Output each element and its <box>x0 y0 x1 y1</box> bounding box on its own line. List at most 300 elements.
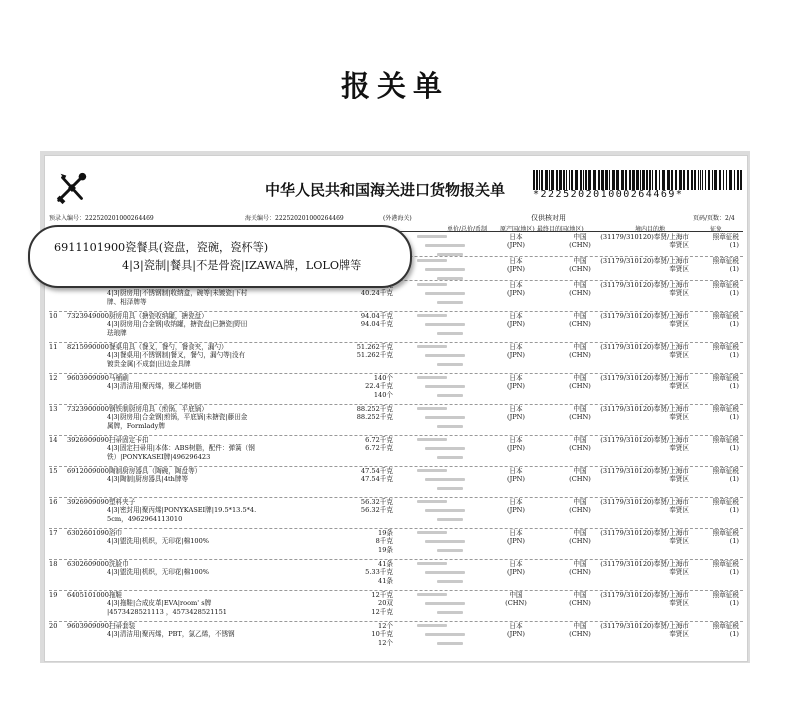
row-destination-line: 中国 <box>573 560 587 568</box>
row-duty <box>687 436 739 453</box>
row-duty <box>687 591 739 608</box>
row-origin <box>503 560 529 577</box>
redacted-price <box>425 447 465 450</box>
redacted-price <box>425 292 465 295</box>
barcode-bar <box>569 170 570 190</box>
barcode-bar <box>566 170 567 190</box>
row-origin-line: (JPN) <box>507 506 525 515</box>
barcode-bar <box>601 170 604 190</box>
row-duty <box>687 281 739 298</box>
row-seq: 10 <box>49 312 58 320</box>
row-destination-line: (CHN) <box>569 241 591 250</box>
row-duty-line: 照章征税 <box>712 560 739 568</box>
redacted-price <box>437 301 463 304</box>
barcode-bar <box>598 170 600 190</box>
row-duty-line: 照章征税 <box>712 591 739 599</box>
redacted-price <box>417 407 447 410</box>
copy-type: 仅供核对用 <box>531 214 566 222</box>
barcode-bar <box>588 170 591 190</box>
barcode-bar <box>679 170 682 190</box>
redacted-price <box>417 376 447 379</box>
barcode-bar <box>734 170 735 190</box>
description-line: 3926909090塑料夹子 <box>67 498 136 506</box>
row-origin <box>503 498 529 515</box>
row-domestic-place-line: 奉贤区 <box>669 506 689 515</box>
row-duty <box>687 405 739 422</box>
row-seq: 14 <box>49 436 58 444</box>
row-origin-line: (JPN) <box>507 289 525 298</box>
row-destination-line: 中国 <box>573 281 587 289</box>
page-title: 报关单 <box>340 69 449 103</box>
row-destination <box>567 591 593 608</box>
redacted-price <box>417 314 447 317</box>
row-destination <box>567 343 593 360</box>
row-seq: 11 <box>49 343 58 351</box>
row-domestic-place-line: (31179/310120)奉贤/上海市 <box>600 374 689 382</box>
row-origin-line: 日本 <box>509 529 523 537</box>
row-domestic-place-line: (31179/310120)奉贤/上海市 <box>600 343 689 351</box>
row-duty-line: 照章征税 <box>712 467 739 475</box>
row-description <box>67 622 235 639</box>
redacted-price <box>417 469 447 472</box>
description-line: 4|3|清洁用|聚丙烯，PBT，氯乙烯，不锈钢 <box>107 630 235 639</box>
row-duty-line: (1) <box>729 506 739 515</box>
row-destination-line: 中国 <box>573 467 587 475</box>
description-line: 4|3|密封用|聚丙烯|PONYKASEI牌|19.5*13.5*4. <box>107 506 257 515</box>
row-domestic-place-line: (31179/310120)奉贤/上海市 <box>600 498 689 506</box>
row-quantity-line: 12个 <box>378 622 393 630</box>
row-domestic-place <box>597 498 689 515</box>
row-origin <box>503 529 529 546</box>
barcode-bar <box>698 170 699 190</box>
description-line: 牌、相泽牌等 <box>107 297 147 306</box>
row-origin-line: 日本 <box>509 622 523 630</box>
row-domestic-place-line: 奉贤区 <box>669 599 689 608</box>
row-destination-line: (CHN) <box>569 320 591 329</box>
row-origin <box>503 343 529 360</box>
row-duty <box>687 498 739 515</box>
row-quantity-line: 56.32千克 <box>360 506 393 515</box>
barcode-bar <box>662 170 665 190</box>
row-domestic-place-line: (31179/310120)奉贤/上海市 <box>600 405 689 413</box>
row-domestic-place <box>597 560 689 577</box>
row-quantity-line: 12千克 <box>371 591 393 599</box>
table-row <box>45 435 747 466</box>
barcode-bar <box>629 170 631 190</box>
row-domestic-place <box>597 343 689 360</box>
row-destination <box>567 436 593 453</box>
row-duty-line: 照章征税 <box>712 343 739 351</box>
row-domestic-place-line: 奉贤区 <box>669 444 689 453</box>
row-domestic-place <box>597 529 689 546</box>
row-quantity-line: 47.54千克 <box>360 475 393 484</box>
row-domestic-place-line: (31179/310120)奉贤/上海市 <box>600 591 689 599</box>
row-seq: 20 <box>49 622 58 630</box>
row-origin <box>503 233 529 250</box>
row-origin-line: (JPN) <box>507 444 525 453</box>
barcode-bar <box>621 170 624 190</box>
barcode-bar <box>605 170 608 190</box>
row-domestic-place-line: 奉贤区 <box>669 320 689 329</box>
table-row <box>45 528 747 559</box>
redacted-price <box>417 500 447 503</box>
table-row <box>45 342 747 373</box>
row-duty-line: 照章征税 <box>712 405 739 413</box>
barcode-bar <box>723 170 724 190</box>
row-destination-line: (CHN) <box>569 630 591 639</box>
redacted-price <box>437 332 463 335</box>
row-quantity <box>313 374 393 399</box>
row-origin <box>503 312 529 329</box>
row-origin-line: 日本 <box>509 281 523 289</box>
row-origin-line: (JPN) <box>507 630 525 639</box>
row-domestic-place <box>597 622 689 639</box>
redacted-price <box>425 323 465 326</box>
barcode-bar <box>551 170 554 190</box>
row-destination <box>567 560 593 577</box>
highlight-line-2: 4|3|瓷制|餐具|不是骨瓷|IZAWA牌，LOLO牌等 <box>122 259 362 272</box>
row-domestic-place-line: 奉贤区 <box>669 241 689 250</box>
description-line: 6405101000拖鞋 <box>67 591 123 599</box>
description-line: 4|3|厨房用|不锈钢制|收纳盒，碗等|未镀瓷|下村 <box>107 289 248 298</box>
barcode-bar <box>687 170 689 190</box>
row-quantity-line: 94.04千克 <box>360 320 393 329</box>
redacted-price <box>417 562 447 565</box>
row-destination-line: (CHN) <box>569 413 591 422</box>
row-duty <box>687 622 739 639</box>
redacted-price <box>425 478 465 481</box>
row-origin-line: (JPN) <box>507 265 525 274</box>
row-quantity-line: 51.262千克 <box>356 351 393 360</box>
redacted-price <box>425 385 465 388</box>
row-origin <box>503 405 529 422</box>
redacted-price <box>425 416 465 419</box>
barcode-bar <box>726 170 727 190</box>
row-destination <box>567 622 593 639</box>
port-name: (外港海关) <box>383 215 412 222</box>
row-seq: 13 <box>49 405 58 413</box>
barcode-bar <box>646 170 648 190</box>
description-line: 铁）|PONYKASEI牌|496296423 <box>107 452 211 461</box>
barcode-bar <box>719 170 721 190</box>
barcode-bar <box>593 170 596 190</box>
description-line: 4|3|盥洗用|机织，无印花|棉100% <box>107 537 210 546</box>
row-quantity <box>313 622 393 647</box>
row-quantity-line: 22.4千克 <box>365 382 393 391</box>
row-origin <box>503 467 529 484</box>
row-origin-line: 日本 <box>509 374 523 382</box>
row-origin-line: (JPN) <box>507 537 525 546</box>
row-origin-line: (JPN) <box>507 475 525 484</box>
row-domestic-place <box>597 281 689 298</box>
barcode-bar <box>556 170 558 190</box>
row-duty-line: 照章征税 <box>712 257 739 265</box>
row-domestic-place <box>597 405 689 422</box>
row-quantity <box>313 436 393 453</box>
description-line: 6302601090浴巾 <box>67 529 123 537</box>
barcode-bar <box>675 170 677 190</box>
redacted-price <box>417 438 447 441</box>
row-quantity-line: 94.04千克 <box>360 312 393 320</box>
row-destination-line: 中国 <box>573 312 587 320</box>
row-domestic-place-line: 奉贤区 <box>669 289 689 298</box>
row-destination <box>567 498 593 515</box>
header-domestic-place: 境内目的地 <box>635 226 666 233</box>
barcode-bar <box>652 170 653 190</box>
row-duty <box>687 529 739 546</box>
row-destination-line: 中国 <box>573 343 587 351</box>
row-destination <box>567 233 593 250</box>
barcode-bar <box>612 170 615 190</box>
row-domestic-place <box>597 257 689 274</box>
row-destination-line: (CHN) <box>569 568 591 577</box>
row-duty-line: (1) <box>729 289 739 298</box>
row-duty <box>687 560 739 577</box>
row-description <box>67 374 201 391</box>
row-quantity-line: 51.262千克 <box>356 343 393 351</box>
row-duty-line: (1) <box>729 382 739 391</box>
row-quantity-line: 19条 <box>378 545 393 554</box>
row-seq: 16 <box>49 498 58 506</box>
row-domestic-place-line: (31179/310120)奉贤/上海市 <box>600 529 689 537</box>
row-domestic-place-line: (31179/310120)奉贤/上海市 <box>600 467 689 475</box>
header-origin: 原产国(地区) <box>500 226 535 233</box>
redacted-price <box>437 611 463 614</box>
row-quantity-line: 8千克 <box>375 537 393 546</box>
row-destination-line: 中国 <box>573 498 587 506</box>
row-seq: 19 <box>49 591 58 599</box>
row-duty-line: (1) <box>729 265 739 274</box>
redacted-price <box>437 363 463 366</box>
row-destination-line: (CHN) <box>569 382 591 391</box>
row-duty-line: (1) <box>729 241 739 250</box>
barcode-bar <box>536 170 538 190</box>
row-origin <box>503 281 529 298</box>
redacted-price <box>417 531 447 534</box>
description-line: 4|3|餐桌用|不锈钢制|餐叉，餐勺，漏勺等|没有 <box>107 351 246 360</box>
row-duty-line: 照章征税 <box>712 436 739 444</box>
redacted-price <box>425 571 465 574</box>
table-row <box>45 373 747 404</box>
row-domestic-place <box>597 591 689 608</box>
row-origin-line: 中国 <box>509 591 523 599</box>
row-domestic-place-line: 奉贤区 <box>669 568 689 577</box>
row-description <box>67 405 247 430</box>
row-duty-line: (1) <box>729 413 739 422</box>
row-domestic-place-line: 奉贤区 <box>669 265 689 274</box>
row-quantity-line: 88.252千克 <box>356 405 393 413</box>
row-domestic-place <box>597 312 689 329</box>
barcode-bar <box>714 170 717 190</box>
description-line: 4|3|盥洗用|机织，无印花|棉100% <box>107 568 210 577</box>
row-duty-line: 照章征税 <box>712 529 739 537</box>
pre-entry-number: 预录入编号：222520201000264469 <box>49 215 154 222</box>
customs-number: 海关编号：222520201000264469 <box>245 215 344 222</box>
row-description <box>67 436 255 461</box>
row-origin-line: (JPN) <box>507 568 525 577</box>
row-domestic-place <box>597 233 689 250</box>
redacted-price <box>425 633 465 636</box>
row-quantity-line: 40.24千克 <box>360 289 393 298</box>
barcode-bar <box>545 170 548 190</box>
barcode-bar <box>655 170 657 190</box>
description-line: 属牌，Formlady牌 <box>107 421 165 430</box>
barcode-bar <box>575 170 578 190</box>
row-origin-line: (JPN) <box>507 241 525 250</box>
row-origin <box>503 257 529 274</box>
row-domestic-place-line: (31179/310120)奉贤/上海市 <box>600 436 689 444</box>
redacted-price <box>437 487 463 490</box>
row-description <box>67 467 201 484</box>
table-row <box>45 404 747 435</box>
row-origin <box>503 622 529 639</box>
row-duty <box>687 312 739 329</box>
row-origin <box>503 591 529 608</box>
barcode <box>533 170 743 190</box>
barcode-bar <box>694 170 696 190</box>
row-quantity-line: 41条 <box>378 576 393 585</box>
table-row <box>45 466 747 497</box>
row-destination-line: (CHN) <box>569 444 591 453</box>
row-duty-line: (1) <box>729 475 739 484</box>
row-description <box>67 498 256 523</box>
header-duty: 征免 <box>710 226 723 233</box>
barcode-number: *222520201000264469* <box>533 189 684 200</box>
row-domestic-place-line: (31179/310120)奉贤/上海市 <box>600 622 689 630</box>
table-row <box>45 311 747 342</box>
table-row <box>45 559 747 590</box>
barcode-bar <box>702 170 703 190</box>
description-line: 6912009000陶制厨房器具（陶碗，陶盘等） <box>67 467 202 475</box>
row-domestic-place-line: 奉贤区 <box>669 537 689 546</box>
row-destination <box>567 405 593 422</box>
row-destination-line: (CHN) <box>569 265 591 274</box>
description-line: 5cm，4962964113010 <box>107 514 183 523</box>
redacted-price <box>437 549 463 552</box>
barcode-bar <box>541 170 543 190</box>
row-origin-line: 日本 <box>509 467 523 475</box>
redacted-price <box>437 642 463 645</box>
row-duty <box>687 467 739 484</box>
table-row <box>45 621 747 647</box>
row-description <box>67 529 209 546</box>
row-duty-line: (1) <box>729 537 739 546</box>
barcode-bar <box>683 170 685 190</box>
row-seq: 18 <box>49 560 58 568</box>
description-line: 6302609000洗脸巾 <box>67 560 129 568</box>
redacted-price <box>425 244 465 247</box>
row-origin-line: 日本 <box>509 343 523 351</box>
row-destination-line: (CHN) <box>569 475 591 484</box>
row-duty-line: 照章征税 <box>712 622 739 630</box>
description-line: 4|3|厨房用|合金钢|收纳罐，搪瓷盘|已搪瓷|野田 <box>107 320 248 329</box>
barcode-bar <box>632 170 635 190</box>
row-destination <box>567 374 593 391</box>
description-line: 4|3|陶制|厨房器具|4th牌等 <box>107 475 189 484</box>
header-destination: 最终目的国(地区) <box>537 226 584 233</box>
row-origin-line: (JPN) <box>507 320 525 329</box>
row-duty-line: 照章征税 <box>712 281 739 289</box>
row-duty-line: (1) <box>729 351 739 360</box>
row-description <box>67 343 245 368</box>
row-quantity-line: 6.72千克 <box>365 444 393 453</box>
row-domestic-place-line: (31179/310120)奉贤/上海市 <box>600 560 689 568</box>
row-destination <box>567 312 593 329</box>
barcode-bar <box>671 170 673 190</box>
row-destination-line: (CHN) <box>569 599 591 608</box>
row-duty <box>687 374 739 391</box>
row-domestic-place-line: 奉贤区 <box>669 382 689 391</box>
barcode-bar <box>649 170 651 190</box>
description-line: 3926909090扫帚固定卡扣 <box>67 436 149 444</box>
row-quantity <box>313 467 393 484</box>
barcode-bar <box>642 170 645 190</box>
barcode-bar <box>737 170 739 190</box>
redacted-price <box>425 509 465 512</box>
row-duty-line: 照章征税 <box>712 498 739 506</box>
row-origin-line: (CHN) <box>505 599 527 608</box>
row-origin <box>503 374 529 391</box>
description-line: 4|3|厨房用|合金钢|煎锅，平底锅|未搪瓷|藤田金 <box>107 413 248 422</box>
row-destination-line: 中国 <box>573 622 587 630</box>
redacted-price <box>425 540 465 543</box>
barcode-bar <box>708 170 710 190</box>
row-origin-line: 日本 <box>509 560 523 568</box>
row-quantity-line: 5.33千克 <box>365 568 393 577</box>
row-domestic-place <box>597 467 689 484</box>
document-title: 中华人民共和国海关进口货物报关单 <box>265 181 506 199</box>
row-domestic-place-line: 奉贤区 <box>669 630 689 639</box>
row-duty-line: (1) <box>729 320 739 329</box>
row-duty <box>687 257 739 274</box>
description-line: 7323900000钢铁制厨房用具（煎锅，平底锅） <box>67 405 208 413</box>
row-quantity-line: 10千克 <box>371 630 393 639</box>
row-quantity <box>313 312 393 329</box>
header-unit-price: 单价/总价/币制 <box>447 226 488 233</box>
row-domestic-place <box>597 374 689 391</box>
description-line: 4|3|清洁用|聚丙烯，聚乙烯树脂 <box>107 382 202 391</box>
row-seq: 15 <box>49 467 58 475</box>
row-quantity-line: 140个 <box>373 374 393 382</box>
redacted-price <box>425 354 465 357</box>
row-origin-line: (JPN) <box>507 351 525 360</box>
row-quantity-line: 140个 <box>373 390 393 399</box>
barcode-bar <box>616 170 619 190</box>
redacted-price <box>417 593 447 596</box>
row-domestic-place-line: (31179/310120)奉贤/上海市 <box>600 281 689 289</box>
row-duty <box>687 233 739 250</box>
row-domestic-place-line: (31179/310120)奉贤/上海市 <box>600 257 689 265</box>
row-quantity <box>313 560 393 585</box>
barcode-bar <box>539 170 540 190</box>
row-duty-line: 照章征税 <box>712 233 739 241</box>
barcode-bar <box>712 170 713 190</box>
row-quantity-line: 47.54千克 <box>360 467 393 475</box>
row-description <box>67 312 247 337</box>
row-destination-line: (CHN) <box>569 351 591 360</box>
row-destination-line: (CHN) <box>569 289 591 298</box>
barcode-bar <box>700 170 701 190</box>
redacted-price <box>417 235 447 238</box>
row-duty-line: (1) <box>729 568 739 577</box>
row-quantity <box>313 498 393 515</box>
description-line: 4|3|拖鞋|合成皮革|EVA|room' s牌 <box>107 599 212 608</box>
row-origin-line: 日本 <box>509 405 523 413</box>
redacted-price <box>417 259 447 262</box>
page-number: 页码/页数：2/4 <box>693 215 735 222</box>
redacted-price <box>437 394 463 397</box>
row-origin-line: 日本 <box>509 312 523 320</box>
